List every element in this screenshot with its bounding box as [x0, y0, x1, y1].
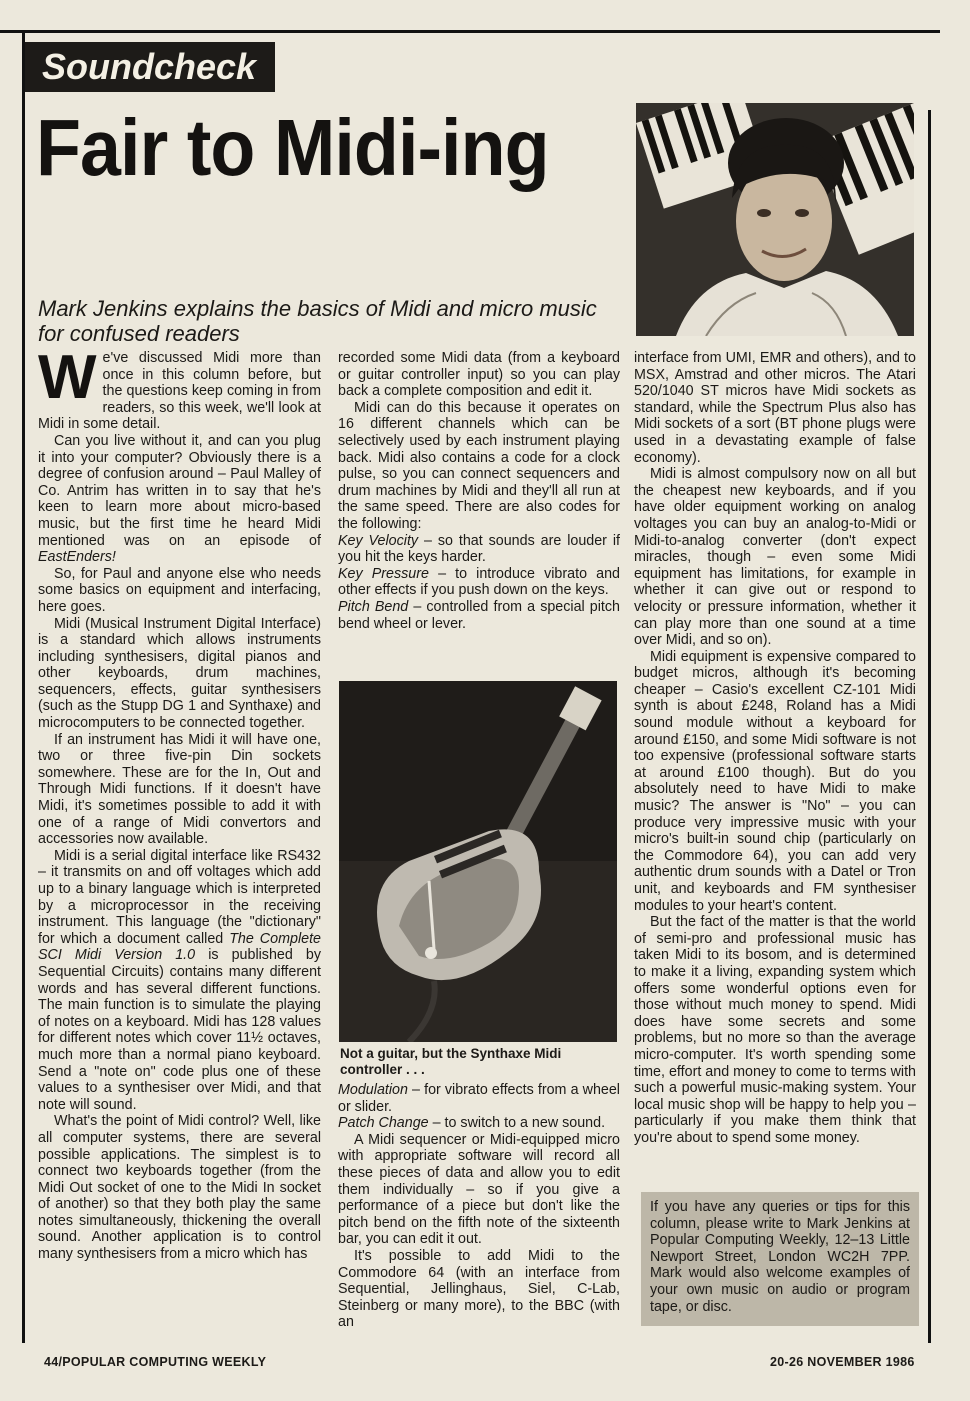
paragraph: recorded some Midi data (from a keyboard or guitar controller input) so you can play back a complete composition and edit it. [338, 350, 620, 400]
term-text: – controlled from a special pitch bend wheel or lever. [338, 598, 620, 632]
column-2-bottom [338, 1082, 620, 1331]
left-rule [22, 33, 25, 1343]
paragraph [38, 433, 321, 566]
paragraph: Midi (Musical Instrument Digital Interface) is a standard which allows instruments including synthesisers, digital pianos and other keyboards, drum machines, sequencers, effects, guitar synthesisers (such as the Stupp DG 1 and Synthaxe) and microcomputers to be connected together. [38, 615, 321, 732]
term-key-velocity [338, 533, 620, 566]
document-title: The Complete SCI Midi Version 1.0 [38, 930, 321, 964]
column-3 [634, 350, 916, 1147]
term-text: – to introduce vibrato and other effects if you push down on the keys. [338, 565, 620, 599]
right-rule [928, 110, 931, 1343]
paragraph: Midi equipment is expensive compared to budget micros, although it's becoming cheaper – Casio's excellent CZ-101 Midi synth is about £248, Roland has a Midi sound module without a keyboard for around £150, and some Midi software is not too expensive (professional software starts at around £100 though). But do you absolutely need to have Midi to make music? The answer is "No" – you can produce very impressive music with your micro's built-in sound chip (particularly on the Commodore 64), you can add very authentic drum sounds with a Datel or Tron unit, and keyboards and FM synthesiser modules to your heart's content. [634, 648, 916, 914]
paragraph: A Midi sequencer or Midi-equipped micro with appropriate software will record all these pieces of data and allow you to edit them individually – so if you give a performance of a piece but don't like the pitch bend on the fifth note of the sixteenth bar, you can edit it out. [338, 1131, 620, 1248]
column-1 [38, 343, 321, 1263]
intro-paragraph [38, 343, 321, 433]
paragraph: If an instrument has Midi it will have one, two or three five-pin Din sockets somewhere. These are for the In, Out and Through Midi functions. If it doesn't have Midi, it's sometimes possible to add it with one of a range of Midi convertors and accessories now available. [38, 731, 321, 848]
top-rule [0, 30, 940, 33]
term-label: Patch Change [338, 1115, 429, 1132]
programme-title: EastEnders! [38, 549, 116, 566]
paragraph-text: Midi is a serial digital interface like RS432 – it transmits on and off voltages which add up to a binary language which is interpreted by a microprocessor in the receiving instrument. This language (the "dictionary" for which a document called [38, 847, 321, 947]
term-key-pressure [338, 566, 620, 599]
term-label: Pitch Bend [338, 598, 409, 615]
intro-text: e've discussed Midi more than once in this column before, but the questions keep coming in from readers, so this week, we'll look at Midi in some detail. [38, 350, 321, 433]
paragraph: It's possible to add Midi to the Commodore 64 (with an interface from Sequential, Jellinghaus, Siel, C-Lab, Steinberg or many more), to the BBC (with an [338, 1247, 620, 1331]
section-label: Soundcheck [25, 42, 275, 92]
term-label: Modulation [338, 1082, 408, 1098]
standfirst: Mark Jenkins explains the basics of Midi and micro music for confused readers [38, 296, 597, 346]
paragraph: interface from UMI, EMR and others), and to MSX, Amstrad and other micros. The Atari 520/1040 ST micros have Midi sockets as standard, while the Spectrum Plus also has Midi sockets of a sort (BT phone plugs were used in a devastating example of false economy). [634, 350, 916, 466]
paragraph [38, 848, 321, 1114]
term-pitch-bend [338, 599, 620, 632]
term-text: – for vibrato effects from a wheel or slider. [338, 1082, 620, 1115]
author-photo [636, 103, 914, 336]
reader-queries-box: If you have any queries or tips for this column, please write to Mark Jenkins at Popular Computing Weekly, 12–13 Little Newport Street, London WC2H 7PP. Mark would also welcome examples of your own music on audio or program tape, or disc. [641, 1192, 919, 1326]
paragraph: So, for Paul and anyone else who needs some basics on equipment and interfacing, here goes. [38, 565, 321, 615]
author-photo-illustration [636, 103, 914, 336]
headline: Fair to Midi-ing [36, 103, 549, 192]
paragraph-text: is published by Sequential Circuits) contains many different words and has several different functions. The main function is to simulate the playing of notes on a keyboard. Midi has 128 values for different notes which cover 11½ octaves, much more than a normal piano keyboard. Send a "note on" code plus one of these values to a synthesiser over Midi, and that note will sound. [38, 947, 321, 1113]
synthaxe-illustration [339, 681, 617, 1042]
term-text: – so that sounds are louder if you hit the keys harder. [338, 532, 620, 566]
footer-page-number: 44/POPULAR COMPUTING WEEKLY [44, 1355, 267, 1369]
term-label: Key Pressure [338, 565, 429, 582]
synthaxe-photo [339, 681, 617, 1042]
paragraph: Midi can do this because it operates on 16 different channels which can be selectively used by each instrument playing back. Midi also contains a code for a clock pulse, so you can connect sequencers and drum machines by Midi and they'll all run at the same speed. There are also codes for the following: [338, 399, 620, 532]
footer-date: 20-26 NOVEMBER 1986 [770, 1355, 915, 1369]
paragraph: What's the point of Midi control? Well, like all computer systems, there are several possible applications. The simplest is to connect two keyboards together (from the Midi Out socket of one to the Midi In socket of another) so that they both play the same notes simultaneously, thickening the overall sound. Another application is to control many synthesisers from a micro which has [38, 1113, 321, 1263]
term-modulation [338, 1082, 620, 1115]
term-patch-change [338, 1115, 620, 1132]
column-2-top [338, 350, 620, 632]
term-text: – to switch to a new sound. [428, 1115, 606, 1132]
paragraph: Midi is almost compulsory now on all but the cheapest new keyboards, and if you have older equipment working on analog voltages you can buy an analog-to-Midi or Midi-to-analog converter (don't expect miracles, though – even some Midi equipment has limitations, for example in whether it can give out or respond to velocity or pressure information, whether it can play more than one sound at a time over Midi, and so on). [634, 466, 916, 649]
paragraph-text: Can you live without it, and can you plug it into your computer? Obviously there is a degree of confusion around – Paul Malley of Co. Antrim has written in to say that he's keen to learn more about micro-based music, but the first time he heard Midi mentioned was on an episode of [38, 432, 321, 549]
term-label: Key Velocity [338, 532, 419, 549]
paragraph: But the fact of the matter is that the world of semi-pro and professional music has taken Midi to its bosom, and is determined to make it a living, expanding system which offers some wonderful options even for those without much money to spend. Midi does have some secrets and some problems, but no more so than the average micro-computer. It's worth spending some time, effort and money to come to terms with such a powerful music-making system. Your local music shop will be happy to help you – particularly if you make them think that you're about to spend some money. [634, 914, 916, 1146]
drop-cap: W [38, 343, 97, 412]
figure-caption: Not a guitar, but the Synthaxe Midi controller . . . [340, 1046, 562, 1077]
